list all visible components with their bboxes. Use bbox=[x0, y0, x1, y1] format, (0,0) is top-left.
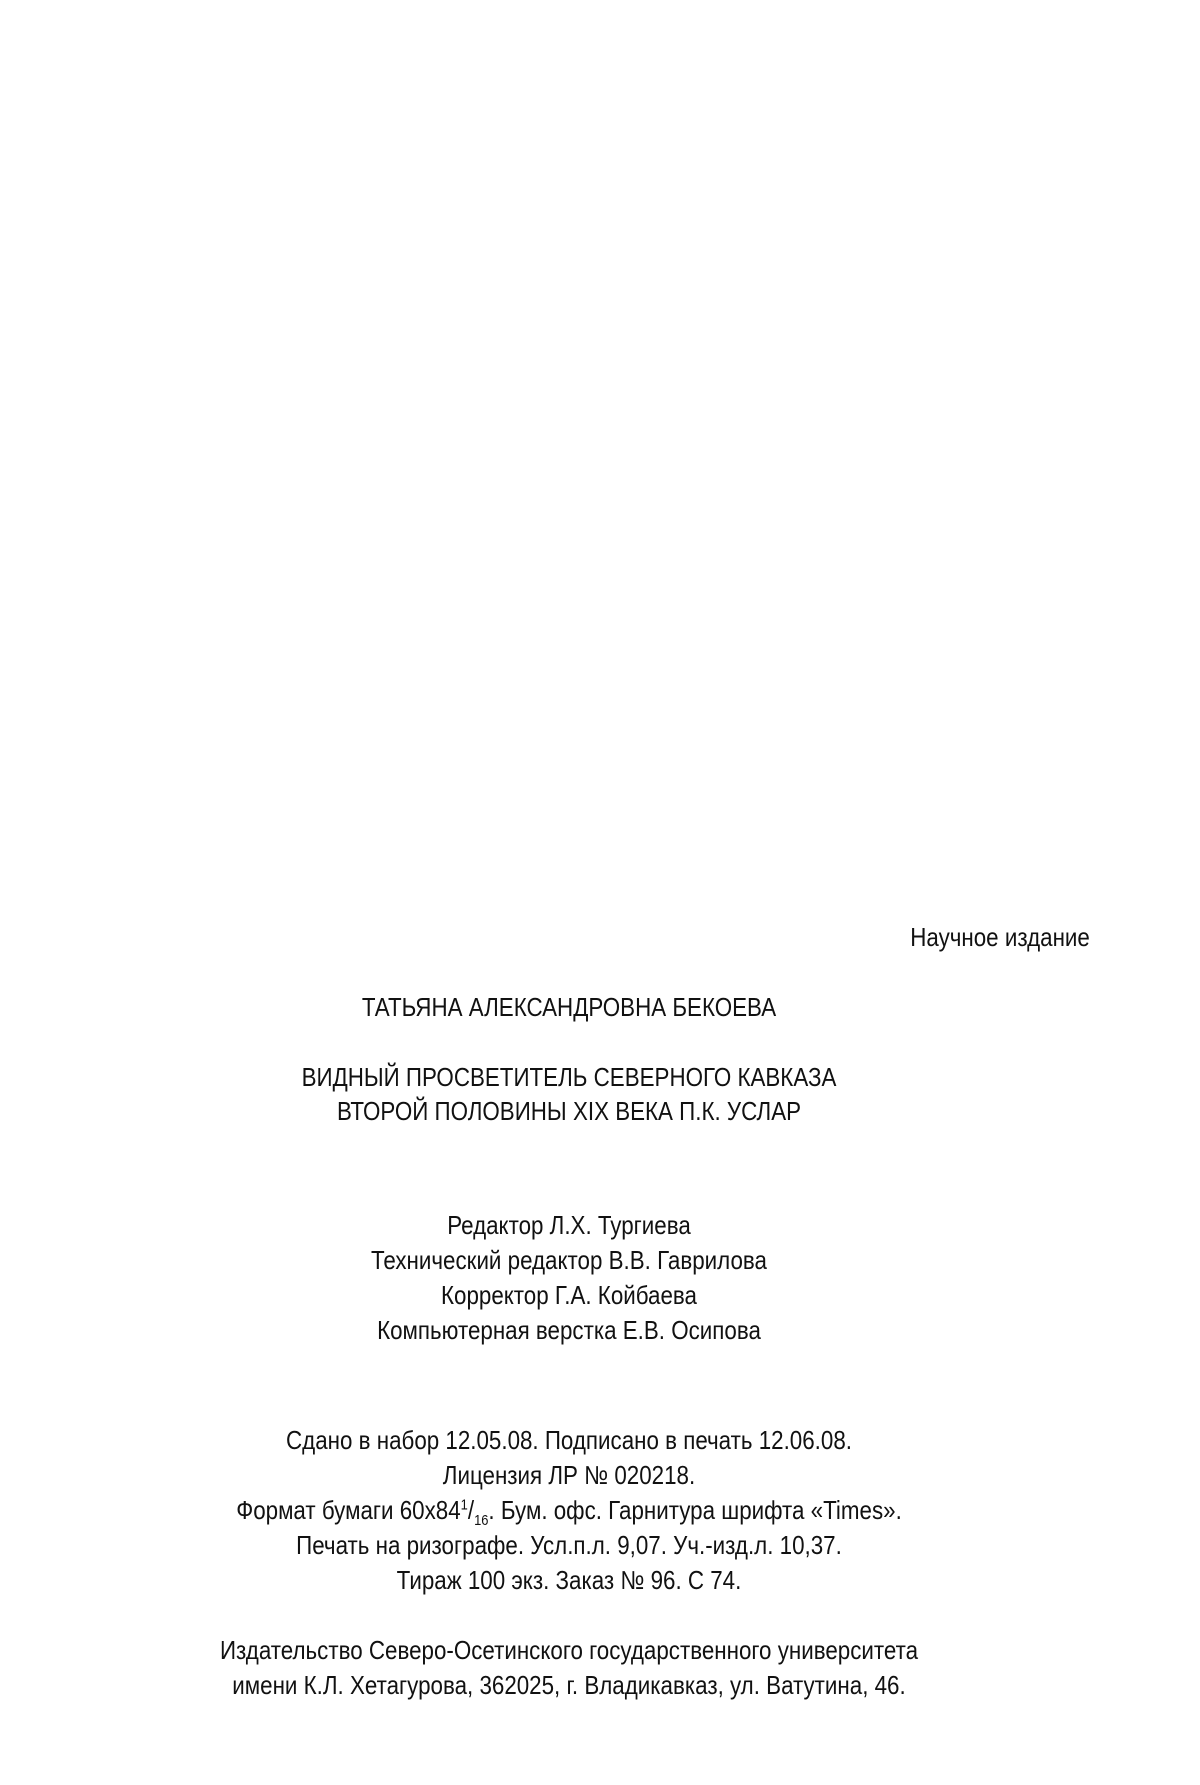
technical-editor-credit: Технический редактор В.В. Гаврилова bbox=[371, 1245, 767, 1275]
proofreader-credit: Корректор Г.А. Койбаева bbox=[441, 1280, 697, 1310]
paper-format-slash: / bbox=[467, 1495, 475, 1525]
publication-type: Научное издание bbox=[910, 922, 1090, 952]
license-number: Лицензия ЛР № 020218. bbox=[442, 1460, 696, 1490]
layout-credit: Компьютерная верстка Е.В. Осипова bbox=[377, 1315, 761, 1345]
publisher-line-2: имени К.Л. Хетагурова, 362025, г. Владикавказ, ул. Ватутина, 46. bbox=[232, 1670, 906, 1700]
submission-dates: Сдано в набор 12.05.08. Подписано в печать 12.06.08. bbox=[286, 1425, 852, 1455]
publisher-line-1: Издательство Северо-Осетинского государственного университета bbox=[219, 1635, 919, 1665]
book-title-line-1: ВИДНЫЙ ПРОСВЕТИТЕЛЬ СЕВЕРНОГО КАВКАЗА bbox=[301, 1062, 837, 1092]
paper-format-suffix: . Бум. офс. Гарнитура шрифта «Times». bbox=[488, 1495, 902, 1525]
paper-format-superscript: 1 bbox=[460, 1496, 468, 1514]
circulation-info: Тираж 100 экз. Заказ № 96. С 74. bbox=[396, 1565, 742, 1595]
author-name: ТАТЬЯНА АЛЕКСАНДРОВНА БЕКОЕВА bbox=[361, 992, 777, 1022]
editor-credit: Редактор Л.Х. Тургиева bbox=[447, 1210, 691, 1240]
printing-info: Печать на ризографе. Усл.п.л. 9,07. Уч.-изд.л. 10,37. bbox=[296, 1530, 842, 1560]
book-title-line-2: ВТОРОЙ ПОЛОВИНЫ XIX ВЕКА П.К. УСЛАР bbox=[336, 1096, 802, 1126]
paper-format-prefix: Формат бумаги 60x84 bbox=[236, 1495, 461, 1525]
paper-format-subscript: 16 bbox=[474, 1512, 489, 1530]
paper-format bbox=[80, 1493, 1059, 1530]
